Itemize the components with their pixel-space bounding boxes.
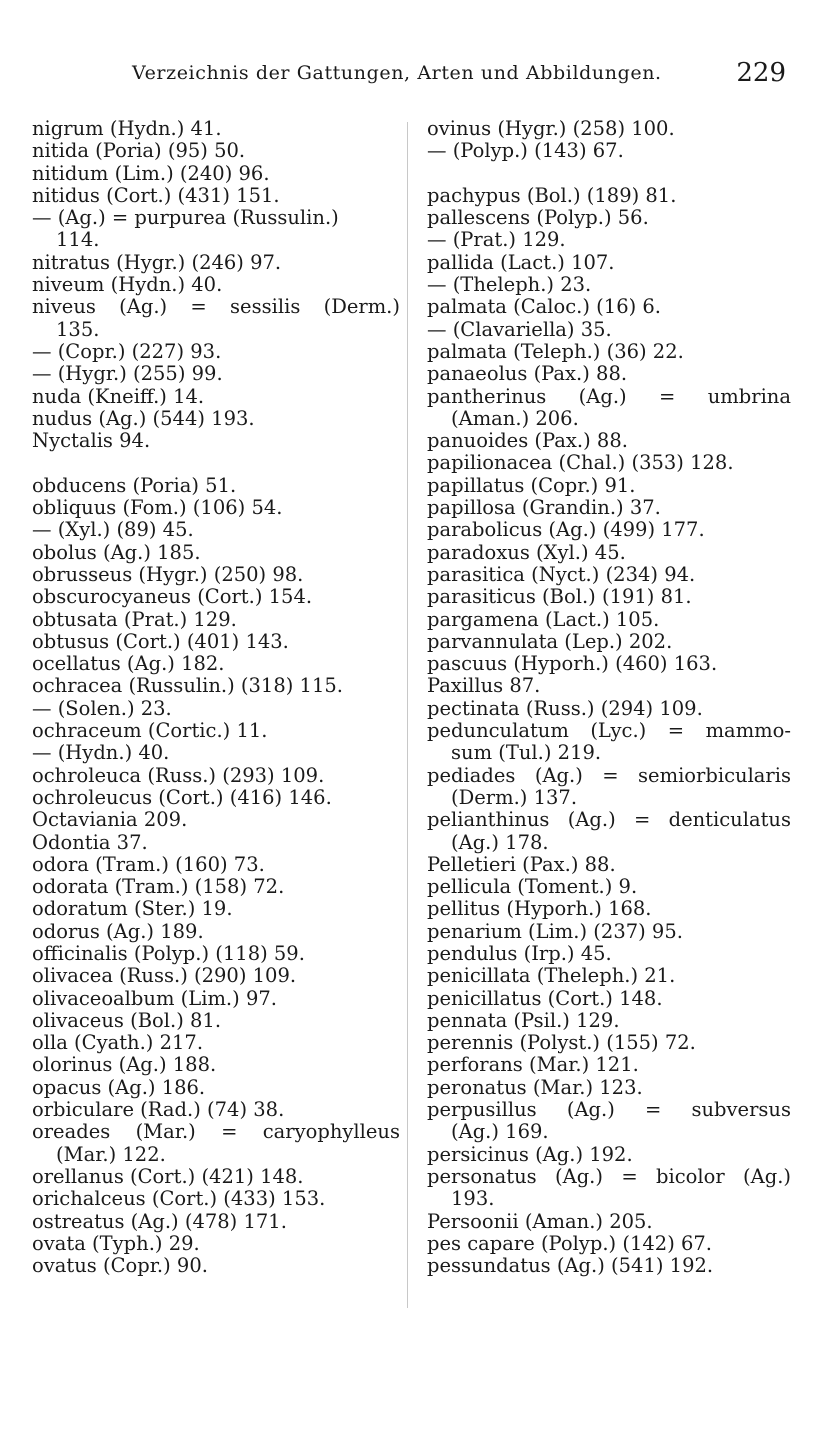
index-entry: parasiticus (Bol.) (191) 81. <box>427 585 692 609</box>
index-entry: odora (Tram.) (160) 73. <box>32 852 265 876</box>
index-entry-continuation: 135. <box>56 317 100 341</box>
index-entry: Odontia 37. <box>32 830 148 854</box>
page-number: 229 <box>736 58 786 88</box>
index-entry: — (Copr.) (227) 93. <box>32 339 222 363</box>
index-entry: panaeolus (Pax.) 88. <box>427 362 628 386</box>
index-entry: orellanus (Cort.) (421) 148. <box>32 1164 304 1188</box>
index-entry: nudus (Ag.) (544) 193. <box>32 406 255 430</box>
index-entry: panuoides (Pax.) 88. <box>427 429 628 453</box>
index-entry-continuation: (Mar.) 122. <box>56 1142 166 1166</box>
index-entry: — (Hygr.) (255) 99. <box>32 362 223 386</box>
index-entry: pellitus (Hyporh.) 168. <box>427 897 652 921</box>
index-entry: — (Clavariella) 35. <box>427 317 612 341</box>
index-entry: olivaceoalbum (Lim.) 97. <box>32 986 277 1010</box>
index-entry: ochroleuca (Russ.) (293) 109. <box>32 763 325 787</box>
index-entry: — (Theleph.) 23. <box>427 273 592 297</box>
column-divider <box>407 122 408 1308</box>
index-entry: obscurocyaneus (Cort.) 154. <box>32 585 313 609</box>
index-entry: penicillatus (Cort.) 148. <box>427 986 663 1010</box>
index-entry: ochracea (Russulin.) (318) 115. <box>32 674 343 698</box>
index-entry: niveus (Ag.) = sessilis (Derm.) <box>32 295 400 319</box>
index-entry: nigrum (Hydn.) 41. <box>32 117 222 140</box>
index-entry-continuation: (Derm.) 137. <box>451 785 578 809</box>
index-entry: palmata (Teleph.) (36) 22. <box>427 339 684 363</box>
index-entry: — (Xyl.) (89) 45. <box>32 518 194 542</box>
index-entry: perforans (Mar.) 121. <box>427 1053 639 1077</box>
index-entry: papillatus (Copr.) 91. <box>427 473 636 497</box>
index-entry: ostreatus (Ag.) (478) 171. <box>32 1209 287 1233</box>
index-entry: Persoonii (Aman.) 205. <box>427 1209 653 1233</box>
index-entry: nitida (Poria) (95) 50. <box>32 139 246 163</box>
index-entry: pallescens (Polyp.) 56. <box>427 206 649 230</box>
index-entry: — (Polyp.) (143) 67. <box>427 139 624 163</box>
index-entry: — (Hydn.) 40. <box>32 741 170 765</box>
index-entry: pelianthinus (Ag.) = denticulatus <box>427 808 791 832</box>
index-entry: officinalis (Polyp.) (118) 59. <box>32 941 305 965</box>
index-entry: pessundatus (Ag.) (541) 192. <box>427 1254 714 1278</box>
index-entry: personatus (Ag.) = bicolor (Ag.) <box>427 1164 791 1188</box>
index-entry: peronatus (Mar.) 123. <box>427 1075 643 1099</box>
index-entry: obducens (Poria) 51. <box>32 473 237 497</box>
index-entry: parabolicus (Ag.) (499) 177. <box>427 518 705 542</box>
index-entry: palmata (Caloc.) (16) 6. <box>427 295 662 319</box>
index-entry-continuation: (Aman.) 206. <box>451 406 579 430</box>
index-entry: perpusillus (Ag.) = subversus <box>427 1098 791 1122</box>
index-entry: parvannulata (Lep.) 202. <box>427 629 673 653</box>
index-column-left <box>32 118 400 1277</box>
index-entry: Pelletieri (Pax.) 88. <box>427 852 616 876</box>
index-entry: papilionacea (Chal.) (353) 128. <box>427 451 734 475</box>
index-entry: — (Prat.) 129. <box>427 228 566 252</box>
index-entry: parasitica (Nyct.) (234) 94. <box>427 562 696 586</box>
index-entry: nuda (Kneiff.) 14. <box>32 384 205 408</box>
index-entry: pendulus (Irp.) 45. <box>427 941 612 965</box>
index-entry: ochraceum (Cortic.) 11. <box>32 719 268 743</box>
index-entry: obtusus (Cort.) (401) 143. <box>32 629 289 653</box>
index-entry: ovata (Typh.) 29. <box>32 1231 200 1255</box>
index-entry: Paxillus 87. <box>427 674 541 698</box>
running-title: Verzeichnis der Gattungen, Arten und Abbildungen. <box>132 62 662 84</box>
index-entry: Nyctalis 94. <box>32 429 151 453</box>
index-entry: penarium (Lim.) (237) 95. <box>427 919 683 943</box>
index-entry: pediades (Ag.) = semiorbicularis <box>427 763 791 787</box>
index-entry: pargamena (Lact.) 105. <box>427 607 660 631</box>
index-column-right <box>427 118 791 1277</box>
section-gap <box>32 452 400 474</box>
index-entry: pedunculatum (Lyc.) = mammo- <box>427 719 791 743</box>
index-entry: perennis (Polyst.) (155) 72. <box>427 1031 696 1055</box>
index-entry: opacus (Ag.) 186. <box>32 1075 206 1099</box>
index-entry: odorus (Ag.) 189. <box>32 919 204 943</box>
index-entry: orichalceus (Cort.) (433) 153. <box>32 1187 326 1211</box>
index-entry: nitidus (Cort.) (431) 151. <box>32 183 280 207</box>
index-entry-continuation: (Ag.) 178. <box>451 830 549 854</box>
index-entry: ochroleucus (Cort.) (416) 146. <box>32 785 332 809</box>
index-entry-continuation: 193. <box>451 1187 495 1211</box>
index-entry: papillosa (Grandin.) 37. <box>427 496 661 520</box>
page-header <box>0 58 830 92</box>
index-entry-continuation: 114. <box>56 228 100 252</box>
index-entry: — (Solen.) 23. <box>32 696 172 720</box>
index-entry: niveum (Hydn.) 40. <box>32 273 223 297</box>
index-entry: penicillata (Theleph.) 21. <box>427 964 676 988</box>
index-entry: pallida (Lact.) 107. <box>427 250 615 274</box>
index-entry: ovinus (Hygr.) (258) 100. <box>427 117 675 140</box>
index-entry: odorata (Tram.) (158) 72. <box>32 875 285 899</box>
index-entry: oreades (Mar.) = caryophylleus <box>32 1120 400 1144</box>
index-entry: — (Ag.) = purpurea (Russulin.) <box>32 206 339 230</box>
index-entry: olorinus (Ag.) 188. <box>32 1053 217 1077</box>
index-entry: olla (Cyath.) 217. <box>32 1031 204 1055</box>
index-entry-continuation: sum (Tul.) 219. <box>451 741 602 765</box>
index-entry: persicinus (Ag.) 192. <box>427 1142 633 1166</box>
index-entry: nitidum (Lim.) (240) 96. <box>32 161 270 185</box>
index-entry: pes capare (Polyp.) (142) 67. <box>427 1231 713 1255</box>
index-entry-continuation: (Ag.) 169. <box>451 1120 549 1144</box>
index-entry: pennata (Psil.) 129. <box>427 1008 620 1032</box>
index-entry: ocellatus (Ag.) 182. <box>32 652 225 676</box>
index-entry: pectinata (Russ.) (294) 109. <box>427 696 703 720</box>
index-entry: orbiculare (Rad.) (74) 38. <box>32 1098 285 1122</box>
index-entry: pellicula (Toment.) 9. <box>427 875 638 899</box>
index-entry: pantherinus (Ag.) = umbrina <box>427 384 791 408</box>
index-entry: ovatus (Copr.) 90. <box>32 1254 208 1278</box>
index-entry: odoratum (Ster.) 19. <box>32 897 233 921</box>
index-entry: obtusata (Prat.) 129. <box>32 607 237 631</box>
index-entry: Octaviania 209. <box>32 808 188 832</box>
index-entry: paradoxus (Xyl.) 45. <box>427 540 626 564</box>
index-entry: obolus (Ag.) 185. <box>32 540 201 564</box>
index-entry: pascuus (Hyporh.) (460) 163. <box>427 652 718 676</box>
section-gap <box>427 163 791 185</box>
index-entry: pachypus (Bol.) (189) 81. <box>427 183 677 207</box>
index-entry: obliquus (Fom.) (106) 54. <box>32 496 283 520</box>
index-entry: olivacea (Russ.) (290) 109. <box>32 964 297 988</box>
index-entry: olivaceus (Bol.) 81. <box>32 1008 222 1032</box>
index-entry: nitratus (Hygr.) (246) 97. <box>32 250 282 274</box>
index-entry: obrusseus (Hygr.) (250) 98. <box>32 562 304 586</box>
